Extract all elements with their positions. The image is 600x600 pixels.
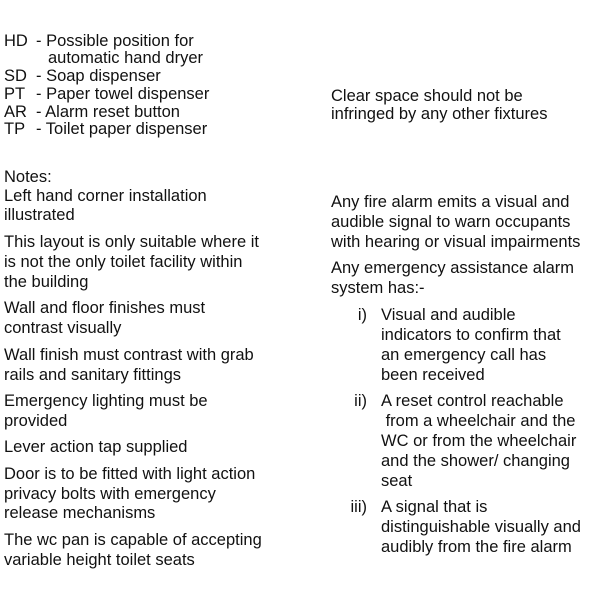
note-line: The wc pan is capable of accepting [4, 531, 262, 549]
list-item-line: from a wheelchair and the [381, 412, 576, 430]
fire-alarm-line: Any fire alarm emits a visual and [331, 193, 570, 211]
list-item-line: and the shower/ changing [381, 452, 570, 470]
list-item-line: been received [381, 366, 485, 384]
legend-code-tp: TP [4, 120, 26, 138]
list-item-line: indicators to confirm that [381, 326, 561, 344]
legend-text-tp: - Toilet paper dispenser [36, 120, 208, 138]
list-number: ii) [354, 392, 367, 410]
legend-text-ar: - Alarm reset button [36, 103, 180, 121]
fire-alarm-line: with hearing or visual impairments [331, 233, 581, 251]
note-line: is not the only toilet facility within [4, 253, 243, 271]
emergency-intro-line: Any emergency assistance alarm [331, 259, 575, 277]
list-item-line: A reset control reachable [381, 392, 564, 410]
legend-text-sd: - Soap dispenser [36, 67, 161, 85]
list-number: iii) [350, 498, 367, 516]
note-line: provided [4, 412, 68, 430]
legend-code-hd: HD [4, 32, 28, 50]
note-line: This layout is only suitable where it [4, 233, 259, 251]
list-item-line: distinguishable visually and [381, 518, 581, 536]
legend-code-sd: SD [4, 67, 27, 85]
legend-code-pt: PT [4, 85, 26, 103]
note-line: Door is to be fitted with light action [4, 465, 256, 483]
emergency-intro-line: system has:- [331, 279, 425, 297]
list-item-line: seat [381, 472, 413, 490]
note-line: release mechanisms [4, 504, 156, 522]
note-line: illustrated [4, 206, 75, 224]
list-item-line: an emergency call has [381, 346, 547, 364]
note-line: privacy bolts with emergency [4, 485, 216, 503]
list-item-line: WC or from the wheelchair [381, 432, 577, 450]
note-line: the building [4, 273, 89, 291]
legend-text-hd: - Possible position for [36, 32, 194, 50]
list-number: i) [357, 306, 367, 324]
note-line: Wall and floor finishes must [4, 299, 206, 317]
note-line: contrast visually [4, 319, 122, 337]
note-line: Wall finish must contrast with grab [4, 346, 254, 364]
notes-heading: Notes: [4, 168, 52, 186]
clear-space-line-2: infringed by any other fixtures [331, 105, 548, 123]
legend-text-hd-cont: automatic hand dryer [48, 49, 204, 67]
note-line: variable height toilet seats [4, 551, 195, 569]
legend-text-pt: - Paper towel dispenser [36, 85, 210, 103]
note-line: Left hand corner installation [4, 187, 207, 205]
list-item-line: A signal that is [381, 498, 488, 516]
legend-code-ar: AR [4, 103, 27, 121]
note-line: Emergency lighting must be [4, 392, 208, 410]
fire-alarm-line: audible signal to warn occupants [331, 213, 571, 231]
note-line: rails and sanitary fittings [4, 366, 181, 384]
note-line: Lever action tap supplied [4, 438, 188, 456]
clear-space-line-1: Clear space should not be [331, 87, 523, 105]
list-item-line: audibly from the fire alarm [381, 538, 572, 556]
list-item-line: Visual and audible [381, 306, 516, 324]
